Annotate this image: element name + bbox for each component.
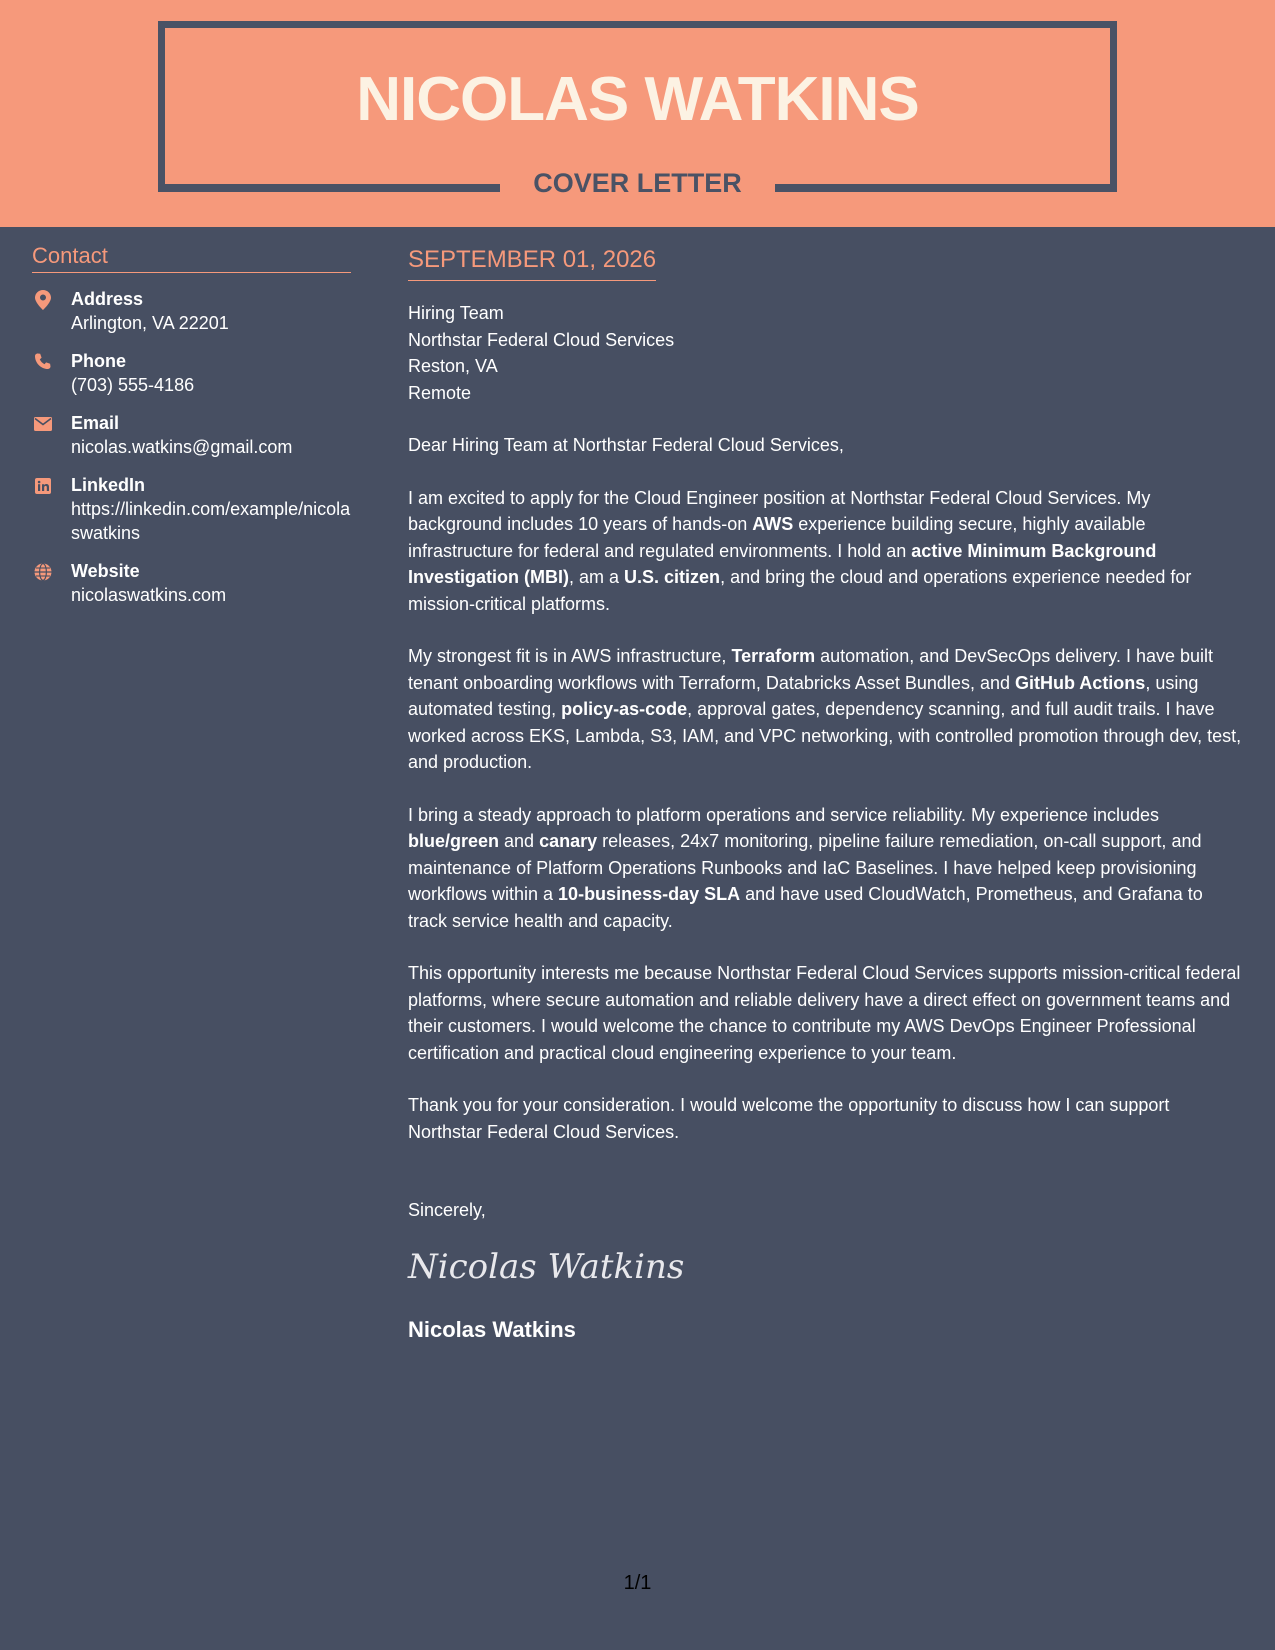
linkedin-icon: [34, 477, 52, 495]
salutation-block: [408, 432, 1243, 459]
paragraph-text: Thank you for your consideration. I would welcome the opportunity to discuss how I can support Northstar Federal Cloud Services.: [408, 1095, 1170, 1142]
paragraph-text: and have used CloudWatch, Prometheus, and Grafana to track service health and capacity.: [408, 884, 1203, 931]
recipient-location: Reston, VA: [408, 356, 498, 376]
globe-icon: [34, 563, 52, 581]
contact-label: Email: [71, 413, 120, 433]
contact-item-address: [32, 287, 351, 335]
header-frame-bottom-right: [775, 184, 1117, 192]
emphasis-text: canary: [539, 831, 598, 851]
page-number: 1/1: [623, 1572, 652, 1594]
contact-label: Phone: [71, 351, 127, 371]
contact-item-website: [32, 559, 351, 607]
signer-name: Nicolas Watkins: [408, 1317, 576, 1342]
paragraph-text: , am a: [569, 567, 625, 587]
phone-icon: [34, 353, 52, 371]
paragraph-text: , and bring the cloud and operations experience needed for mission-critical platforms.: [408, 567, 1192, 614]
linkedin-value[interactable]: https://linkedin.com/example/nicolaswatkins: [71, 499, 351, 543]
applicant-name-title: NICOLAS WATKINS: [356, 65, 919, 134]
contact-sidebar: [32, 242, 351, 607]
letter-paragraph: [408, 1092, 1243, 1145]
contact-label: LinkedIn: [71, 475, 146, 495]
website-value[interactable]: nicolaswatkins.com: [71, 585, 227, 605]
emphasis-text: AWS: [752, 514, 794, 534]
emphasis-text: blue/green: [408, 831, 500, 851]
letter-date: SEPTEMBER 01, 2026: [408, 244, 656, 281]
envelope-icon: [34, 415, 52, 433]
header-frame-bottom-left: [158, 184, 500, 192]
letter-paragraph: [408, 643, 1243, 776]
recipient-work-mode: Remote: [408, 382, 472, 403]
contact-item-linkedin: [32, 473, 351, 545]
closing: Sincerely,: [408, 1200, 486, 1220]
letter-paragraphs: [408, 485, 1243, 1146]
letter-paragraph: [408, 485, 1243, 618]
emphasis-text: 10-business-day SLA: [558, 884, 741, 904]
recipient-block: [408, 300, 1243, 406]
emphasis-text: policy-as-code: [561, 699, 688, 719]
handwritten-signature: Nicolas Watkins: [408, 1247, 685, 1287]
paragraph-text: I am excited to apply for the Cloud Engineer position at Northstar Federal Cloud Services. My background includes 10 years of hands-on: [408, 487, 1151, 534]
map-pin-icon: [34, 291, 52, 309]
salutation: Dear Hiring Team at Northstar Federal Cloud Services,: [408, 435, 844, 455]
recipient-company: Northstar Federal Cloud Services: [408, 329, 675, 350]
paragraph-text: I bring a steady approach to platform operations and service reliability. My experience includes: [408, 804, 1160, 825]
paragraph-text: releases, 24x7 monitoring, pipeline failure remediation, on-call support, and maintenance of Platform Operations Runbooks and IaC Baselines. I have helped keep provisioning workflows within a: [408, 831, 1202, 904]
paragraph-text: , using automated testing,: [408, 672, 1199, 719]
phone-value: (703) 555-4186: [71, 375, 195, 395]
paragraph-text: This opportunity interests me because Northstar Federal Cloud Services supports mission-critical federal platforms, where secure automation and reliable delivery have a direct effect on government teams and their customers. I would welcome the chance to contribute my AWS DevOps Engineer Professional certification and practical cloud engineering experience to your team.: [408, 963, 1241, 1063]
contact-heading: Contact: [32, 242, 351, 273]
letter-body: [408, 244, 1243, 1345]
recipient-line: Hiring Team: [408, 303, 504, 323]
paragraph-text: , approval gates, dependency scanning, and full audit trails. I have worked across EKS, Lambda, S3, IAM, and VPC networking, with controlled promotion through dev, test, and production.: [408, 699, 1242, 772]
paragraph-text: and: [499, 831, 540, 851]
emphasis-text: GitHub Actions: [1014, 672, 1146, 693]
letter-paragraph: [408, 960, 1243, 1066]
address-value: Arlington, VA 22201: [71, 313, 229, 333]
letter-paragraph: [408, 802, 1243, 935]
contact-label: Website: [71, 561, 140, 581]
document-subtitle: COVER LETTER: [533, 168, 742, 198]
contact-label: Address: [71, 289, 144, 309]
paragraph-text: automation, and DevSecOps delivery. I have built tenant onboarding workflows with Terraform, Databricks Asset Bundles, and: [408, 646, 1214, 693]
paragraph-text: experience building secure, highly available infrastructure for federal and regulated environments. I hold an: [408, 514, 1146, 561]
email-value[interactable]: nicolas.watkins@gmail.com: [71, 437, 293, 457]
contact-item-phone: [32, 349, 351, 397]
emphasis-text: Terraform: [731, 646, 816, 666]
emphasis-text: active Minimum Background Investigation (MBI): [408, 540, 1157, 587]
contact-item-email: [32, 411, 351, 459]
paragraph-text: My strongest fit is in AWS infrastructure,: [408, 646, 732, 666]
emphasis-text: U.S. citizen: [624, 567, 721, 587]
